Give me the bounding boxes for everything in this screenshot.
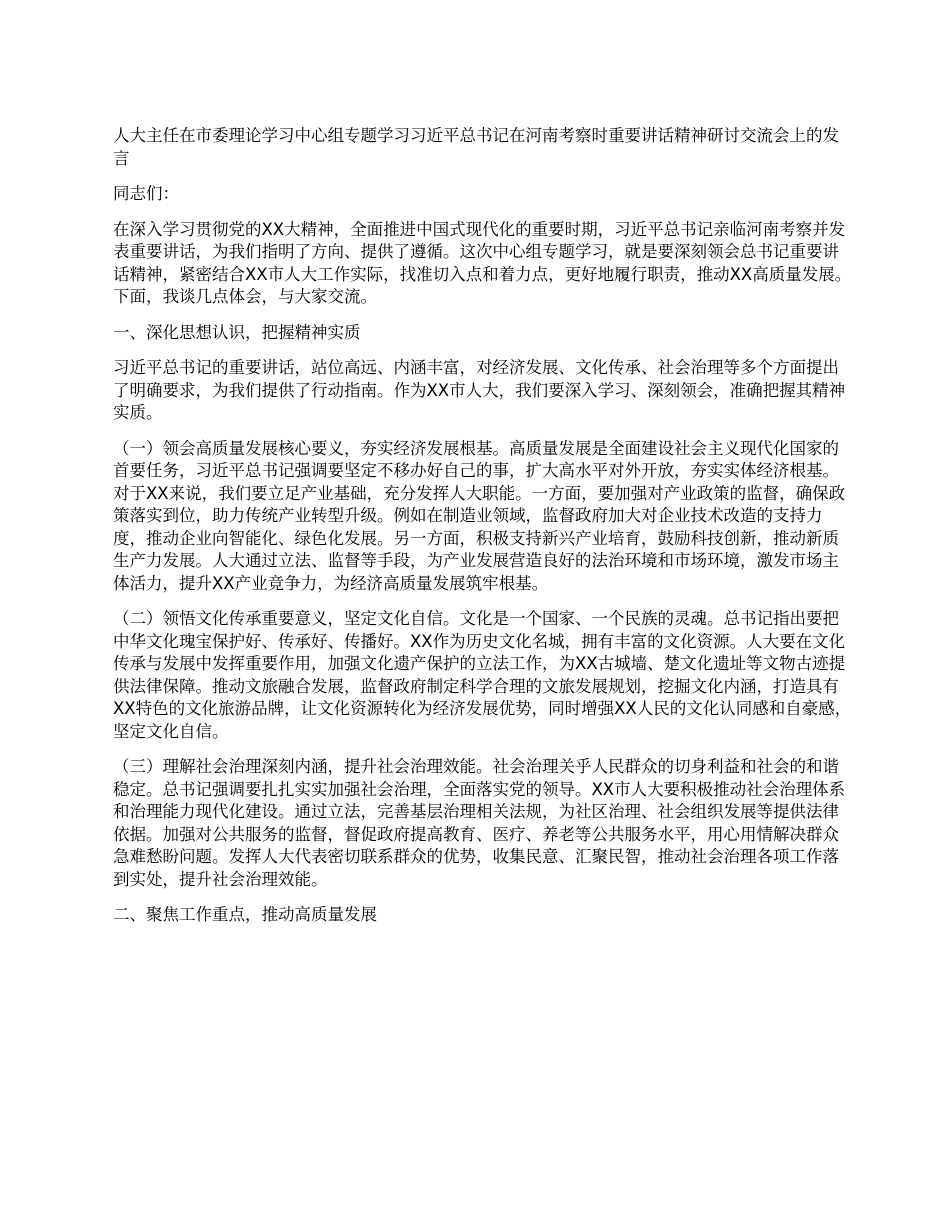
section-1-intro-paragraph: 习近平总书记的重要讲话，站位高远、内涵丰富，对经济发展、文化传承、社会治理等多个方面提出了明确要求，为我们提供了行动指南。作为XX市人大，我们要深入学习、深刻领会，准确把握其精神实质。 xyxy=(113,358,846,422)
document-title: 人大主任在市委理论学习中心组专题学习习近平总书记在河南考察时重要讲话精神研讨交流会上的发言 xyxy=(113,126,839,168)
greeting: 同志们： xyxy=(113,184,179,203)
intro-paragraph: 在深入学习贯彻党的XX大精神，全面推进中国式现代化的重要时期，习近平总书记亲临河南考察并发表重要讲话，为我们指明了方向、提供了遵循。这次中心组专题学习，就是要深刻领会总书记重要讲话精神，紧密结合XX市人大工作实际，找准切入点和着力点，更好地履行职责，推动XX高质量发展。下面，我谈几点体会，与大家交流。 xyxy=(113,219,852,306)
section-heading-1: 一、深化思想认识，把握精神实质 xyxy=(113,322,361,342)
document-page xyxy=(113,125,855,940)
section-1-point-1-paragraph: （一）领会高质量发展核心要义，夯实经济发展根基。高质量发展是全面建设社会主义现代化国家的首要任务，习近平总书记强调要坚定不移办好自己的事，扩大高水平对外开放，夯实实体经济根基。对于XX来说，我们要立足产业基础，充分发挥人大职能。一方面，要加强对产业政策的监督，确保政策落实到位，助力传统产业转型升级。例如在制造业领域，监督政府加大对企业技术改造的支持力度，推动企业向智能化、绿色化发展。另一方面，积极支持新兴产业培育，鼓励科技创新，推动新质生产力发展。人大通过立法、监督等手段，为产业发展营造良好的法治环境和市场环境，激发市场主体活力，提升XX产业竞争力，为经济高质量发展筑牢根基。 xyxy=(113,438,846,593)
section-1-point-3-paragraph: （三）理解社会治理深刻内涵，提升社会治理效能。社会治理关乎人民群众的切身利益和社会的和谐稳定。总书记强调要扎扎实实加强社会治理，全面落实党的领导。XX市人大要积极推动社会治理体系和治理能力现代化建设。通过立法，完善基层治理相关法规，为社区治理、社会组织发展等提供法律依据。加强对公共服务的监督，督促政府提高教育、医疗、养老等公共服务水平，用心用情解决群众急难愁盼问题。发挥人大代表密切联系群众的优势，收集民意、汇聚民智，推动社会治理各项工作落到实处，提升社会治理效能。 xyxy=(113,757,846,889)
section-1-point-2-paragraph: （二）领悟文化传承重要意义，坚定文化自信。文化是一个国家、一个民族的灵魂。总书记指出要把中华文化瑰宝保护好、传承好、传播好。XX作为历史文化名城，拥有丰富的文化资源。人大要在文化传承与发展中发挥重要作用，加强文化遗产保护的立法工作，为XX古城墙、楚文化遗址等文物古迹提供法律保障。推动文旅融合发展，监督政府制定科学合理的文旅发展规划，挖掘文化内涵，打造具有XX特色的文化旅游品牌，让文化资源转化为经济发展优势，同时增强XX人民的文化认同感和自豪感，坚定文化自信。 xyxy=(113,609,852,741)
section-heading-2: 二、聚焦工作重点，推动高质量发展 xyxy=(113,905,377,924)
